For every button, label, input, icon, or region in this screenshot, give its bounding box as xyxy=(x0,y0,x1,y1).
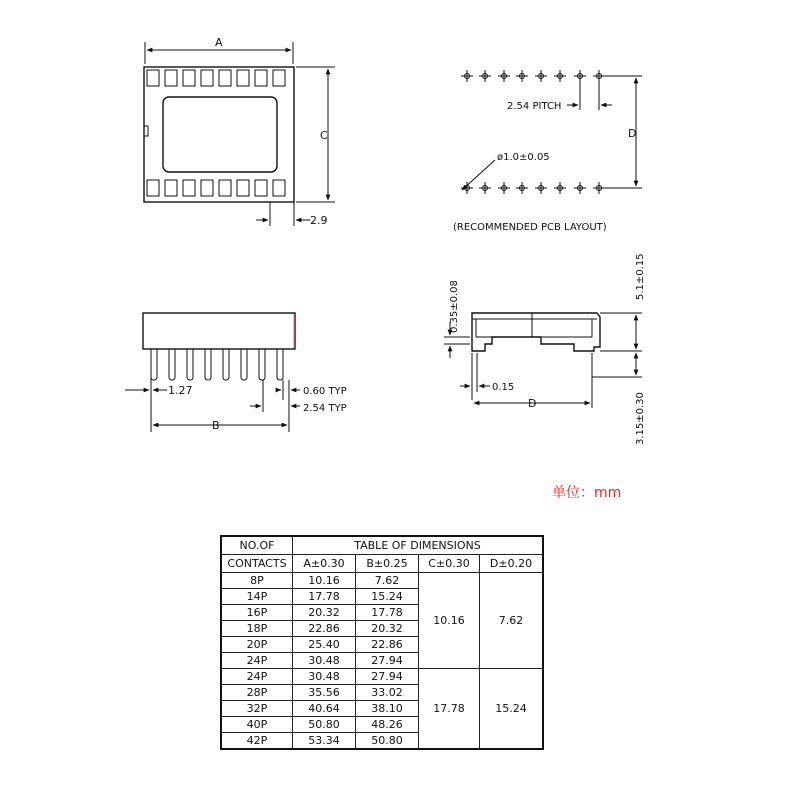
dim-2-54-label: 2.54 TYP xyxy=(303,403,347,414)
header-no-of: NO.OF xyxy=(221,536,293,555)
pcb-layout-caption: (RECOMMENDED PCB LAYOUT) xyxy=(453,222,607,233)
cell-c-group1: 10.16 xyxy=(419,573,480,669)
cell-b: 33.02 xyxy=(356,685,419,701)
dim-c-label: C xyxy=(320,129,328,142)
dimensions-table xyxy=(220,535,544,750)
cell-a: 53.34 xyxy=(293,733,356,750)
front-view xyxy=(125,313,300,432)
header-d: D±0.20 xyxy=(480,555,544,573)
side-view xyxy=(444,313,642,408)
dim-1-27-label: 1.27 xyxy=(168,384,193,397)
cell-contacts: 42P xyxy=(221,733,293,750)
cell-contacts: 14P xyxy=(221,589,293,605)
cell-b: 27.94 xyxy=(356,669,419,685)
cell-b: 22.86 xyxy=(356,637,419,653)
cell-a: 22.86 xyxy=(293,621,356,637)
cell-a: 35.56 xyxy=(293,685,356,701)
bottom-pin-row xyxy=(147,180,285,196)
pitch-label: 2.54 PITCH xyxy=(507,101,562,112)
cell-a: 50.80 xyxy=(293,717,356,733)
cell-b: 50.80 xyxy=(356,733,419,750)
cell-b: 7.62 xyxy=(356,573,419,589)
dim-0-35-label: 0.35±0.08 xyxy=(449,280,460,333)
dim-b-label: B xyxy=(212,419,220,432)
cell-contacts: 28P xyxy=(221,685,293,701)
top-pin-row xyxy=(147,70,285,86)
header-title: TABLE OF DIMENSIONS xyxy=(293,536,544,555)
dim-d-pcb-label: D xyxy=(628,127,637,140)
cell-c-group2: 17.78 xyxy=(419,669,480,750)
cell-contacts: 20P xyxy=(221,637,293,653)
cell-a: 10.16 xyxy=(293,573,356,589)
cell-a: 30.48 xyxy=(293,669,356,685)
cell-a: 30.48 xyxy=(293,653,356,669)
dim-2-9-label: 2.9 xyxy=(310,214,328,227)
top-view xyxy=(144,42,335,226)
hole-label: ø1.0±0.05 xyxy=(497,152,550,163)
pcb-hole-row-bottom xyxy=(461,182,605,194)
cell-a: 25.40 xyxy=(293,637,356,653)
cell-a: 20.32 xyxy=(293,605,356,621)
pcb-layout xyxy=(461,70,642,194)
pcb-hole-row-top xyxy=(461,70,605,82)
cell-a: 40.64 xyxy=(293,701,356,717)
cell-contacts: 18P xyxy=(221,621,293,637)
table-row xyxy=(221,573,543,589)
dim-d-side-label: D xyxy=(528,397,537,410)
cell-b: 38.10 xyxy=(356,701,419,717)
cell-d-group2: 15.24 xyxy=(480,669,544,750)
cell-contacts: 24P xyxy=(221,669,293,685)
cell-b: 27.94 xyxy=(356,653,419,669)
front-pins xyxy=(151,349,283,380)
dim-3-15-label: 3.15±0.30 xyxy=(635,392,646,445)
cell-b: 15.24 xyxy=(356,589,419,605)
cell-contacts: 40P xyxy=(221,717,293,733)
cell-b: 20.32 xyxy=(356,621,419,637)
cell-contacts: 8P xyxy=(221,573,293,589)
header-contacts: CONTACTS xyxy=(221,555,293,573)
header-c: C±0.30 xyxy=(419,555,480,573)
cell-contacts: 16P xyxy=(221,605,293,621)
table-row xyxy=(221,669,543,685)
header-a: A±0.30 xyxy=(293,555,356,573)
dim-0-15-label: 0.15 xyxy=(492,382,515,393)
cell-b: 48.26 xyxy=(356,717,419,733)
cell-a: 17.78 xyxy=(293,589,356,605)
cell-b: 17.78 xyxy=(356,605,419,621)
unit-label: 单位：mm xyxy=(552,485,622,501)
cell-contacts: 24P xyxy=(221,653,293,669)
dim-a-label: A xyxy=(215,36,223,49)
header-b: B±0.25 xyxy=(356,555,419,573)
dim-5-1-label: 5.1±0.15 xyxy=(635,253,646,300)
dim-0-60-label: 0.60 TYP xyxy=(303,386,347,397)
cell-d-group1: 7.62 xyxy=(480,573,544,669)
cell-contacts: 32P xyxy=(221,701,293,717)
